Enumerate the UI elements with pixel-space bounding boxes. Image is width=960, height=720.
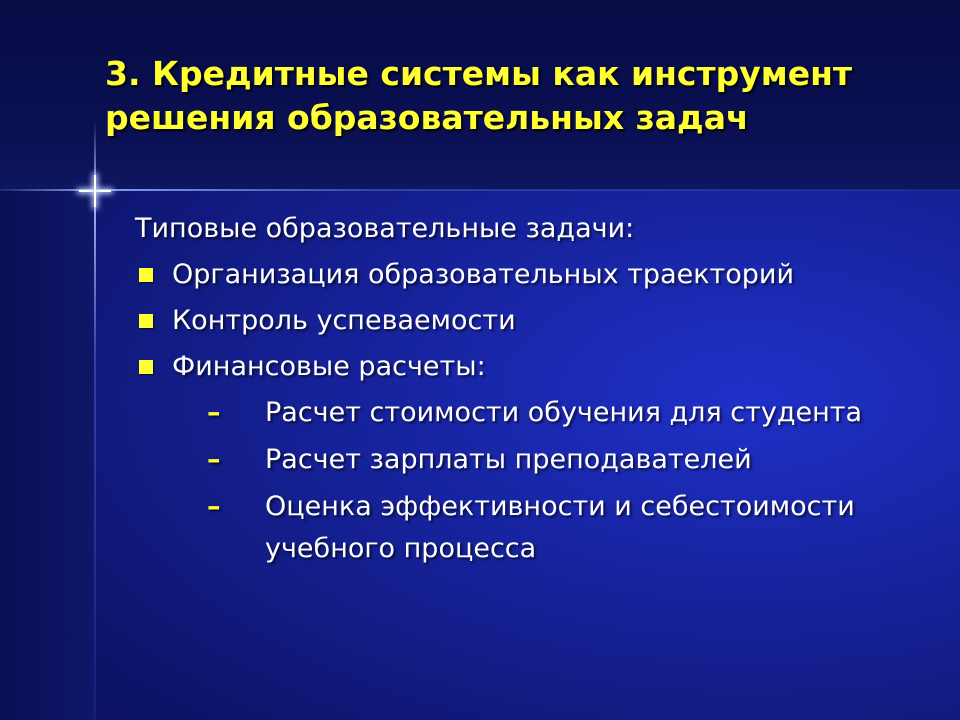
intro-text: Типовые образовательные задачи:: [135, 213, 635, 244]
sub-item-text: Расчет зарплаты преподавателей: [265, 444, 752, 475]
dash-bullet-icon: –: [207, 444, 221, 475]
dash-bullet-icon: –: [207, 491, 221, 522]
horizontal-divider-line: [0, 189, 960, 191]
slide-title: 3. Кредитные системы как инструмент решения образовательных задач: [105, 54, 853, 137]
sparkle-icon: [79, 175, 111, 207]
sub-item-text: Оценка эффективности и себестоимости учебного процесса: [265, 491, 855, 564]
bullet-text: Организация образовательных траекторий: [172, 259, 795, 290]
square-bullet-icon: [139, 268, 153, 282]
left-band: [0, 190, 95, 720]
bullet-text: Контроль успеваемости: [172, 305, 516, 336]
sub-item-text: Расчет стоимости обучения для студента: [265, 397, 863, 428]
vertical-divider-line: [94, 120, 96, 720]
square-bullet-icon: [139, 360, 153, 374]
dash-bullet-icon: –: [207, 397, 221, 428]
bullet-text: Финансовые расчеты:: [172, 351, 486, 382]
square-bullet-icon: [139, 314, 153, 328]
